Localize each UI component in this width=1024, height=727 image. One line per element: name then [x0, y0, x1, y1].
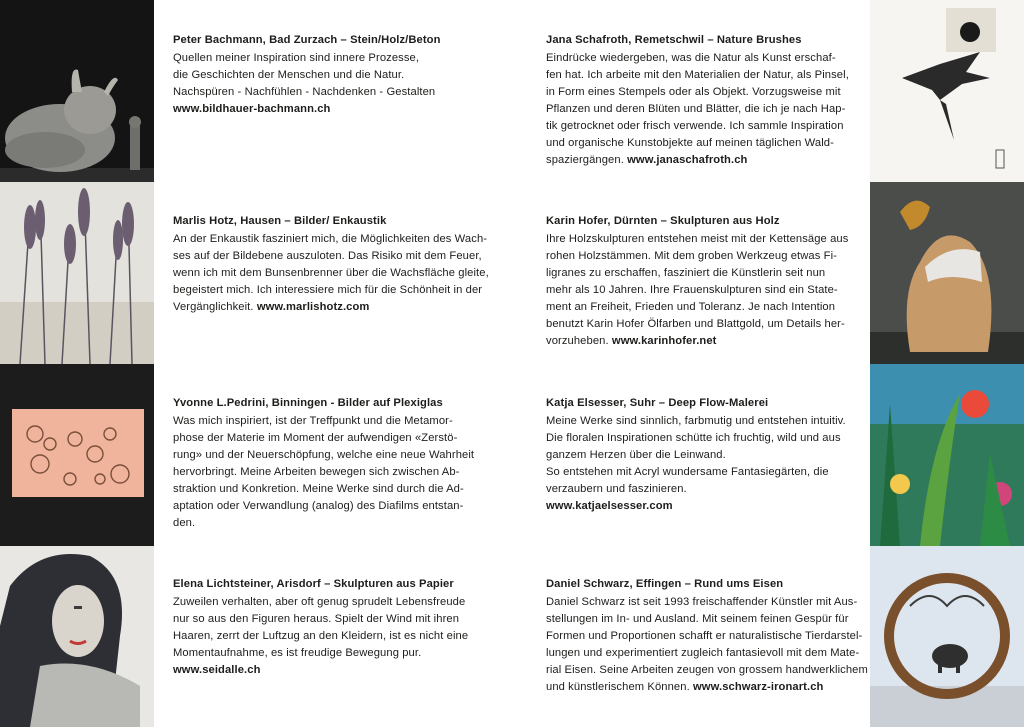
swallow-print-image — [870, 0, 1024, 182]
bio-line: vorzuheben. — [546, 335, 609, 347]
artist-name: Elena Lichtsteiner, Arisdorf – Skulpturen aus Papier — [173, 578, 454, 590]
bio-line: die Geschichten der Menschen und die Natur. — [173, 69, 405, 81]
iron-elephant-sculpture-image — [870, 546, 1024, 727]
bio-line: ganzem Herzen über die Leinwand. — [546, 449, 726, 461]
artist-website-link[interactable]: www.bildhauer-bachmann.ch — [173, 103, 331, 115]
bio-line: Momentaufnahme, es ist freudige Bewegung pur. — [173, 647, 422, 659]
bio-line: und künstlerischem Können. — [546, 681, 690, 693]
artist-lichtsteiner — [173, 576, 483, 679]
bio-line: mehr als 10 Jahren. Ihre Frauenskulpturen sind ein State- — [546, 284, 838, 296]
bio-line: den. — [173, 517, 196, 529]
bio-line: Nachspüren - Nachfühlen - Nachdenken - Gestalten — [173, 86, 436, 98]
bio-line: benutzt Karin Hofer Ölfarben und Blattgold, um Details her- — [546, 318, 845, 330]
artist-website-link[interactable]: www.seidalle.ch — [173, 664, 261, 676]
artist-pedrini — [173, 395, 483, 532]
bio-line: hervorbringt. Meine Arbeiten bewegen sich zwischen Ab- — [173, 466, 460, 478]
bio-line: Daniel Schwarz ist seit 1993 freischaffender Künstler mit Aus- — [546, 596, 858, 608]
plexiglas-artwork-image — [0, 364, 154, 546]
bio-line: wenn ich mit dem Bunsenbrenner über die Wachsfläche gleite, — [173, 267, 489, 279]
artist-schwarz — [546, 576, 868, 696]
artist-name: Peter Bachmann, Bad Zurzach – Stein/Holz/Beton — [173, 34, 441, 46]
artist-website-link[interactable]: www.katjaelsesser.com — [546, 500, 673, 512]
bio-line: Quellen meiner Inspiration sind innere Prozesse, — [173, 52, 420, 64]
artist-name: Jana Schafroth, Remetschwil – Nature Brushes — [546, 34, 802, 46]
bio-line: An der Enkaustik fasziniert mich, die Möglichkeiten des Wach- — [173, 233, 488, 245]
bio-line: Eindrücke wiedergeben, was die Natur als Kunst erschaf- — [546, 52, 836, 64]
bio-line: rial Eisen. Seine Arbeiten zeugen von grossem handwerklichem — [546, 664, 868, 676]
bio-line: Zuweilen verhalten, aber oft genug sprudelt Lebensfreude — [173, 596, 466, 608]
bio-line: Die floralen Inspirationen schütte ich fruchtig, wild und aus — [546, 432, 841, 444]
artist-name: Marlis Hotz, Hausen – Bilder/ Enkaustik — [173, 215, 387, 227]
artist-bachmann — [173, 32, 483, 118]
paper-sculpture-woman-image — [0, 546, 154, 727]
artist-website-link[interactable]: www.schwarz-ironart.ch — [693, 681, 824, 693]
bio-line: straktion und Konkretion. Meine Werke sind durch die Ad- — [173, 483, 464, 495]
bio-line: verzaubern und faszinieren. — [546, 483, 687, 495]
reeds-encaustic-image — [0, 182, 154, 364]
artist-name: Yvonne L.Pedrini, Binningen - Bilder auf Plexiglas — [173, 397, 443, 409]
bio-line: ligranes zu erschaffen, fasziniert die Künstlerin seit nun — [546, 267, 826, 279]
bio-line: Vergänglichkeit. — [173, 301, 254, 313]
artist-hofer — [546, 213, 856, 350]
artist-website-link[interactable]: www.janaschafroth.ch — [627, 154, 748, 166]
bio-line: stellungen im In- und Ausland. Mit seinem feinen Gespür für — [546, 613, 849, 625]
bio-line: ment an Freiheit, Frieden und Toleranz. Je nach Intention — [546, 301, 836, 313]
bio-line: nur so aus den Figuren heraus. Spielt der Wind mit ihren — [173, 613, 460, 625]
artist-name: Daniel Schwarz, Effingen – Rund ums Eisen — [546, 578, 784, 590]
bio-line: aptation oder Verwandlung (analog) des Diafilms entstan- — [173, 500, 464, 512]
sculpture-bison-image — [0, 0, 154, 182]
bio-line: lungen und experimentiert zugleich fantasievoll mit dem Mate- — [546, 647, 860, 659]
bio-line: Was mich inspiriert, ist der Treffpunkt und die Metamor- — [173, 415, 453, 427]
artist-elsesser — [546, 395, 856, 515]
bio-line: in Form eines Stempels oder als Objekt. Vorzugsweise mit — [546, 86, 841, 98]
bio-line: Ihre Holzskulpturen entstehen meist mit der Kettensäge aus — [546, 233, 849, 245]
artist-website-link[interactable]: www.karinhofer.net — [611, 335, 717, 347]
bio-line: Meine Werke sind sinnlich, farbmutig und entstehen intuitiv. — [546, 415, 846, 427]
bio-line: rohen Holzstämmen. Mit dem groben Werkzeug etwas Fi- — [546, 250, 838, 262]
bio-line: phose der Materie im Moment der aufwendigen «Zerstö- — [173, 432, 458, 444]
bio-line: Formen und Proportionen schafft er naturalistische Tierdarstel- — [546, 630, 863, 642]
wood-sculpture-image — [870, 182, 1024, 364]
artist-hotz — [173, 213, 489, 316]
bio-line: tik getrocknet oder frisch verwende. Ich sammle Inspiration — [546, 120, 844, 132]
artist-name: Karin Hofer, Dürnten – Skulpturen aus Holz — [546, 215, 780, 227]
bio-line: spaziergängen. — [546, 154, 624, 166]
bio-line: fen hat. Ich arbeite mit den Materialien der Natur, als Pinsel, — [546, 69, 849, 81]
artist-website-link[interactable]: www.marlishotz.com — [256, 301, 370, 313]
artist-name: Katja Elsesser, Suhr – Deep Flow-Malerei — [546, 397, 769, 409]
artist-schafroth — [546, 32, 856, 169]
bio-line: und organische Kunstobjekte auf meinen täglichen Wald- — [546, 137, 834, 149]
bio-line: Pflanzen und deren Blüten und Blätter, die ich je nach Hap- — [546, 103, 846, 115]
bio-line: rung» und der Neuerschöpfung, welche eine neue Wahrheit — [173, 449, 475, 461]
bio-line: Haaren, zerrt der Luftzug an den Kleidern, ist es nicht eine — [173, 630, 469, 642]
bio-line: So entstehen mit Acryl wundersame Fantasiegärten, die — [546, 466, 829, 478]
bio-line: ses auf der Bildebene auszuloten. Das Risiko mit dem Feuer, — [173, 250, 482, 262]
flower-painting-image — [870, 364, 1024, 546]
bio-line: begeistert mich. Ich interessiere mich für die Schönheit in der — [173, 284, 483, 296]
